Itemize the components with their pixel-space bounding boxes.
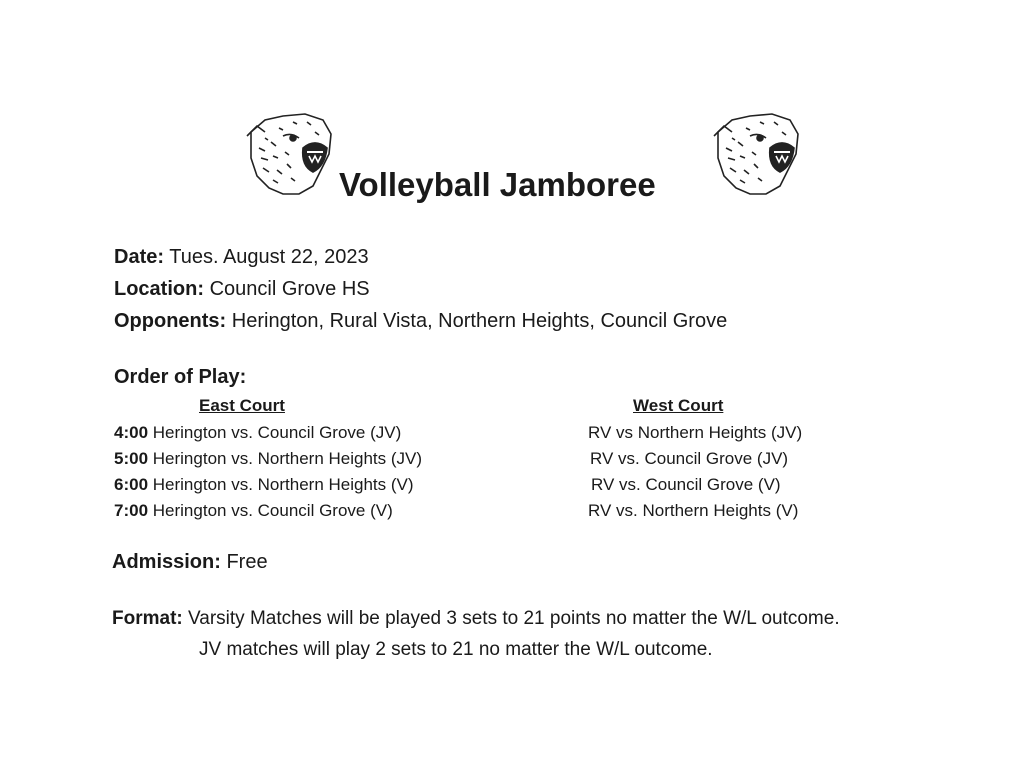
east-court-match: Herington vs. Council Grove (V) bbox=[152, 501, 393, 520]
west-court-header: West Court bbox=[633, 396, 724, 415]
match-row bbox=[114, 423, 914, 445]
match-time: 6:00 bbox=[114, 475, 149, 494]
west-court-match: RV vs. Northern Heights (V) bbox=[588, 501, 799, 520]
opponents-line bbox=[114, 310, 727, 333]
order-of-play-heading: Order of Play: bbox=[114, 366, 247, 388]
match-row bbox=[114, 501, 914, 523]
date-value: Tues. August 22, 2023 bbox=[169, 246, 369, 268]
format-jv-text: JV matches will play 2 sets to 21 no matter the W/L outcome. bbox=[199, 639, 713, 660]
east-court-match: Herington vs. Council Grove (JV) bbox=[152, 423, 402, 442]
east-court-header: East Court bbox=[199, 396, 285, 415]
west-court-match: RV vs Northern Heights (JV) bbox=[588, 423, 803, 442]
wildcat-head-icon bbox=[243, 108, 335, 200]
location-value: Council Grove HS bbox=[209, 278, 370, 300]
west-court-match: RV vs. Council Grove (JV) bbox=[590, 449, 789, 468]
location-label: Location: bbox=[114, 278, 204, 300]
format-varsity-text: Varsity Matches will be played 3 sets to 21 points no matter the W/L outcome. bbox=[188, 608, 840, 629]
opponents-label: Opponents: bbox=[114, 310, 227, 332]
location-line bbox=[114, 278, 370, 301]
date-label: Date: bbox=[114, 246, 165, 268]
match-row bbox=[114, 449, 914, 471]
format-label: Format: bbox=[112, 608, 183, 629]
wildcat-head-icon bbox=[710, 108, 802, 200]
admission-value: Free bbox=[226, 551, 268, 573]
match-time: 4:00 bbox=[114, 423, 149, 442]
opponents-value: Herington, Rural Vista, Northern Heights, Council Grove bbox=[231, 310, 728, 332]
west-court-match: RV vs. Council Grove (V) bbox=[591, 475, 781, 494]
match-time: 5:00 bbox=[114, 449, 149, 468]
east-court-match: Herington vs. Northern Heights (V) bbox=[152, 475, 414, 494]
east-court-match: Herington vs. Northern Heights (JV) bbox=[152, 449, 423, 468]
match-time: 7:00 bbox=[114, 501, 149, 520]
format-line bbox=[112, 608, 840, 630]
page-title: Volleyball Jamboree bbox=[339, 166, 656, 203]
admission-line bbox=[112, 551, 268, 574]
match-row bbox=[114, 475, 914, 497]
admission-label: Admission: bbox=[112, 551, 221, 573]
date-line bbox=[114, 246, 369, 269]
